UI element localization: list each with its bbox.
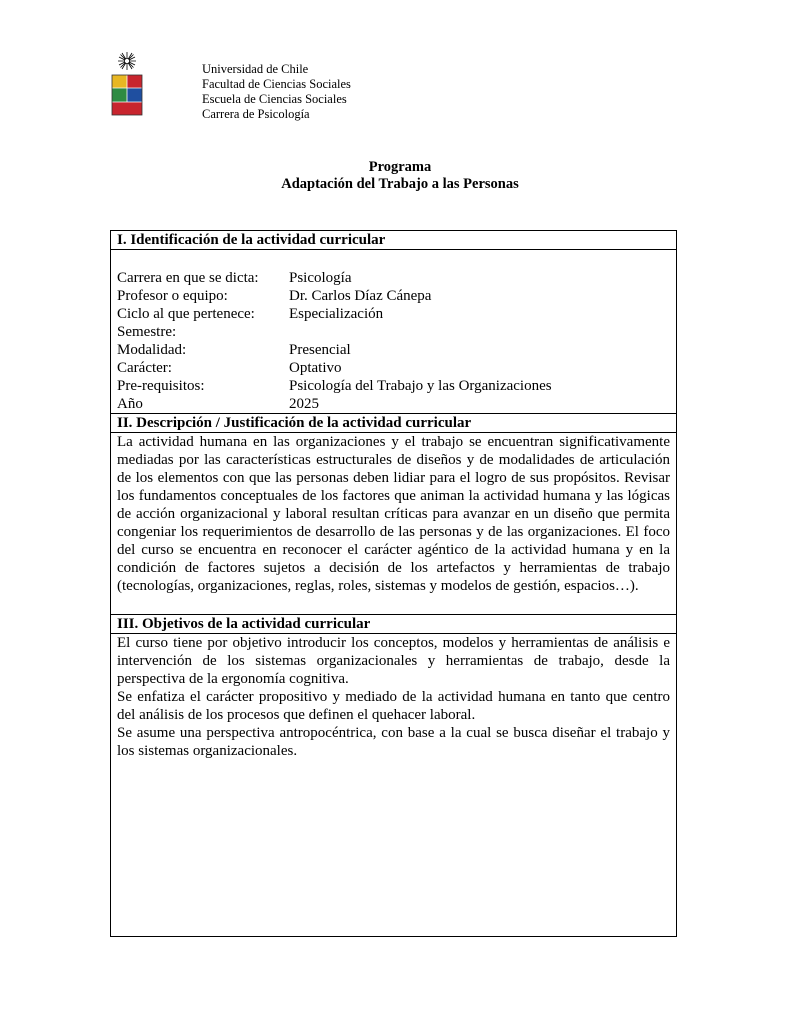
identification-details — [111, 250, 676, 413]
detail-row — [117, 359, 670, 377]
section-identification-heading: I. Identificación de la actividad curricular — [111, 231, 676, 250]
detail-value: 2025 — [289, 396, 319, 412]
detail-label: Carrera en que se dicta: — [117, 270, 259, 286]
detail-row — [117, 377, 670, 395]
detail-label: Pre-requisitos: — [117, 378, 205, 394]
detail-value: Psicología — [289, 270, 352, 286]
detail-label: Semestre: — [117, 324, 177, 340]
title-line-1: Programa — [368, 159, 432, 175]
objectives-paragraph: El curso tiene por objetivo introducir los conceptos, modelos y herramientas de análisis e intervención de los sistemas organizacionales y herramientas de trabajo, desde la perspectiva de la ergonomía cognitiva. — [117, 635, 670, 687]
program-table — [110, 230, 677, 937]
detail-row — [117, 395, 670, 413]
detail-label: Modalidad: — [117, 342, 187, 358]
objectives-paragraph: Se enfatiza el carácter propositivo y mediado de la actividad humana en tanto que centro del análisis de los procesos que definen el quehacer laboral. — [117, 689, 670, 723]
school-name: Escuela de Ciencias Sociales — [202, 92, 347, 106]
institution-header — [202, 62, 351, 122]
detail-row — [117, 269, 670, 287]
detail-value: Optativo — [289, 360, 342, 376]
detail-value: Dr. Carlos Díaz Cánepa — [289, 288, 432, 304]
detail-label: Año — [117, 396, 143, 412]
description-text: La actividad humana en las organizaciones y el trabajo se encuentran significativamente mediadas por las características estructurales de diseños y de modalidades de articulación de los elementos con que las personas deben lidiar para el logro de sus propósitos. Revisar los fundamentos conceptuales de los factores que animan la actividad humana y las lógicas de acción organizacional y laboral resultan críticas para avanzar en un diseño que permita congeniar los requerimientos de desarrollo de las personas y de las organizaciones. El foco del curso se encuentra en reconocer el carácter agéntico de la actividad humana y en la condición de factores sujetos a decisión de los artefactos y herramientas de trabajo (tecnologías, organizaciones, reglas, roles, sistemas y modelos de gestión, espacios…). — [117, 434, 670, 594]
section-description-heading: II. Descripción / Justificación de la actividad curricular — [111, 413, 676, 433]
document-title — [0, 159, 800, 193]
detail-label: Ciclo al que pertenece: — [117, 306, 255, 322]
title-line-2: Adaptación del Trabajo a las Personas — [281, 176, 519, 192]
detail-label: Carácter: — [117, 360, 172, 376]
detail-label: Profesor o equipo: — [117, 288, 228, 304]
detail-value: Especialización — [289, 306, 384, 322]
detail-row — [117, 323, 670, 341]
university-name: Universidad de Chile — [202, 62, 309, 76]
faculty-name: Facultad de Ciencias Sociales — [202, 77, 351, 91]
detail-row — [117, 305, 670, 323]
detail-value: Psicología del Trabajo y las Organizaciones — [289, 378, 552, 394]
objectives-paragraph: Se asume una perspectiva antropocéntrica, con base a la cual se busca diseñar el trabajo y los sistemas organizacionales. — [117, 725, 670, 759]
section-objectives-heading: III. Objetivos de la actividad curricular — [111, 614, 676, 634]
detail-value: Presencial — [289, 342, 351, 358]
career-name: Carrera de Psicología — [202, 107, 310, 121]
objectives-text — [111, 634, 676, 760]
university-crest-logo — [110, 50, 152, 120]
detail-row — [117, 341, 670, 359]
detail-row — [117, 287, 670, 305]
